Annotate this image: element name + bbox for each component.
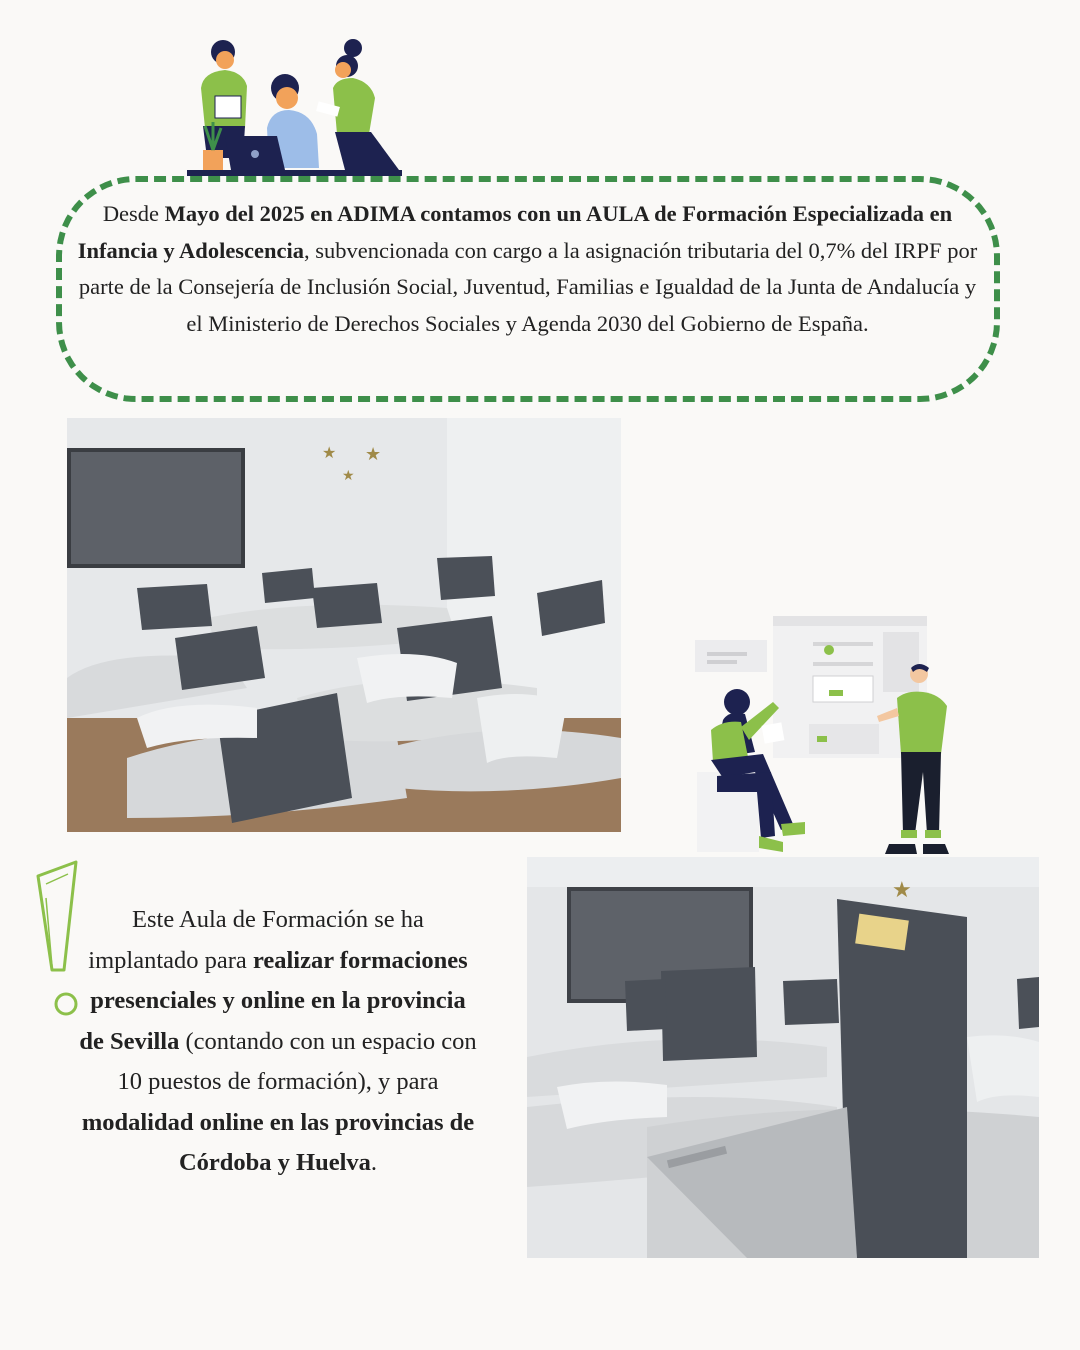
people-dashboard-icon [693,612,959,858]
laptop-photo [527,857,1039,1258]
intro-text-part-1: Desde [102,201,165,226]
team-working-laptop-icon [185,38,410,178]
exclamation-icon [32,858,82,1018]
details-text-bold-2: modalidad online en las provincias de Córdoba y Huelva [81,1108,475,1176]
classroom-photo [67,418,621,832]
details-text-part-3: . [370,1149,378,1176]
svg-text:★: ★ [342,468,355,484]
svg-text:★: ★ [322,443,337,462]
intro-text-part-2: , subvencionada con cargo a la asignación tributaria del 0,7% del IRPF por parte de la Consejería de Inclusión Social, Juventud, Familias e Igualdad de la Junta de Andalucía y el Ministerio de Derechos Sociales y Agenda 2030 del Gobierno de España. [78,237,978,336]
intro-text-bold-1: Mayo del 2025 en ADIMA contamos con un AULA de Formación Especializada en Infancia y Adolescencia [77,201,953,263]
svg-text:★: ★ [365,444,382,465]
svg-text:★: ★ [892,878,912,903]
details-text-bold-1: realizar formaciones presenciales y online en la provincia de Sevilla [79,946,468,1055]
details-text-part-1: Este Aula de Formación se ha implantado para [88,906,424,974]
details-paragraph [78,900,478,1184]
intro-paragraph [70,196,985,342]
details-text-part-2: (contando con un espacio con 10 puestos de formación), y para [117,1027,477,1095]
